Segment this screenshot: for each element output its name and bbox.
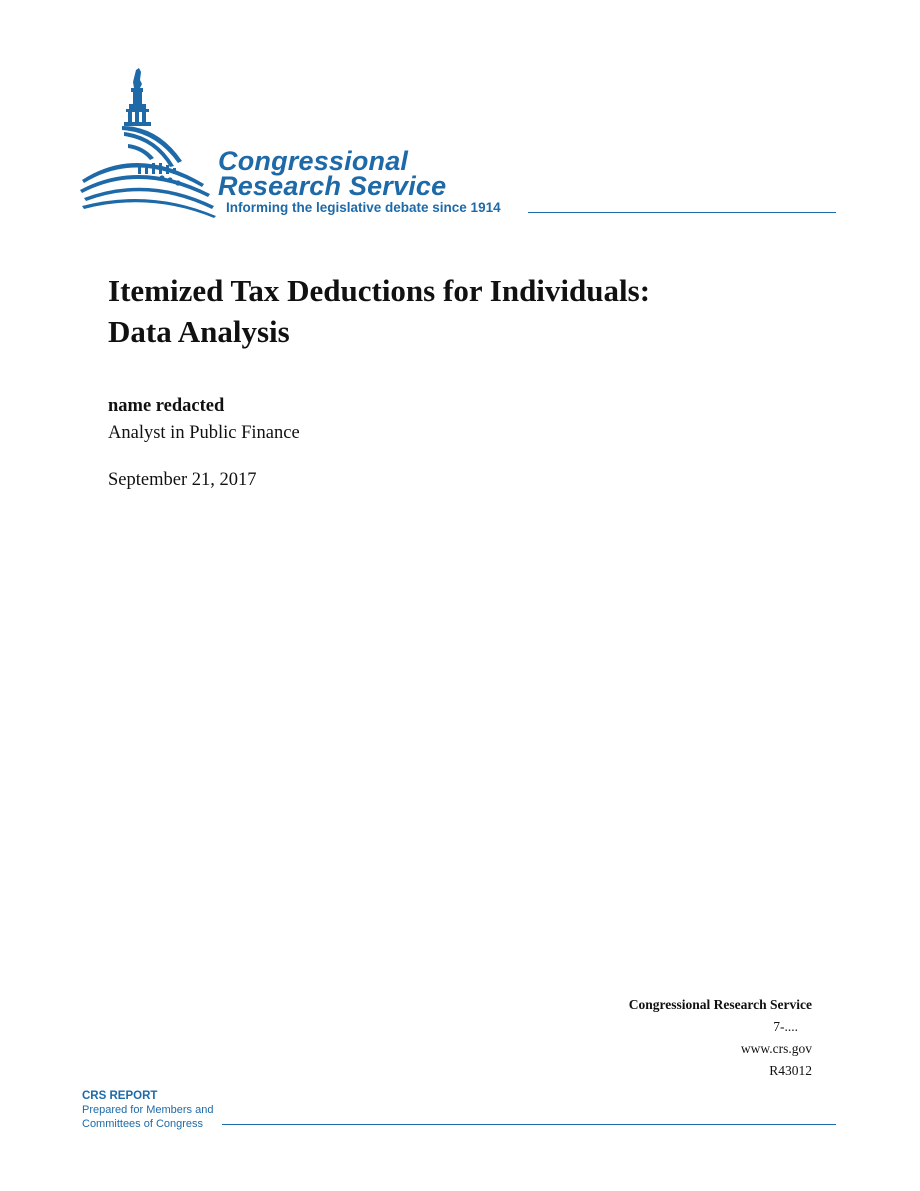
publication-date: September 21, 2017	[108, 470, 257, 490]
logo-title-line1: Congressional	[218, 146, 409, 176]
document-title-line1: Itemized Tax Deductions for Individuals:	[108, 273, 651, 308]
footer-phone: 7-....	[773, 1019, 798, 1034]
bottom-divider	[222, 1124, 836, 1125]
logo-title-line2: Research Service	[218, 171, 447, 201]
author-name: name redacted	[108, 396, 225, 416]
report-number: R43012	[769, 1063, 812, 1078]
document-title	[108, 270, 828, 352]
crs-report-line1: Prepared for Members and	[82, 1104, 214, 1116]
logo-tagline: Informing the legislative debate since 1914	[226, 200, 501, 215]
capitol-dome-icon	[78, 66, 218, 218]
author-position: Analyst in Public Finance	[108, 423, 300, 443]
crs-report-line2: Committees of Congress	[82, 1118, 204, 1130]
crs-report-heading: CRS REPORT	[82, 1090, 158, 1102]
document-title-line2: Data Analysis	[108, 314, 290, 349]
crs-report-label	[82, 1089, 213, 1131]
footer-info	[629, 994, 812, 1082]
footer-website: www.crs.gov	[740, 1041, 812, 1056]
footer-organization: Congressional Research Service	[628, 997, 812, 1012]
logo-divider	[528, 212, 836, 213]
